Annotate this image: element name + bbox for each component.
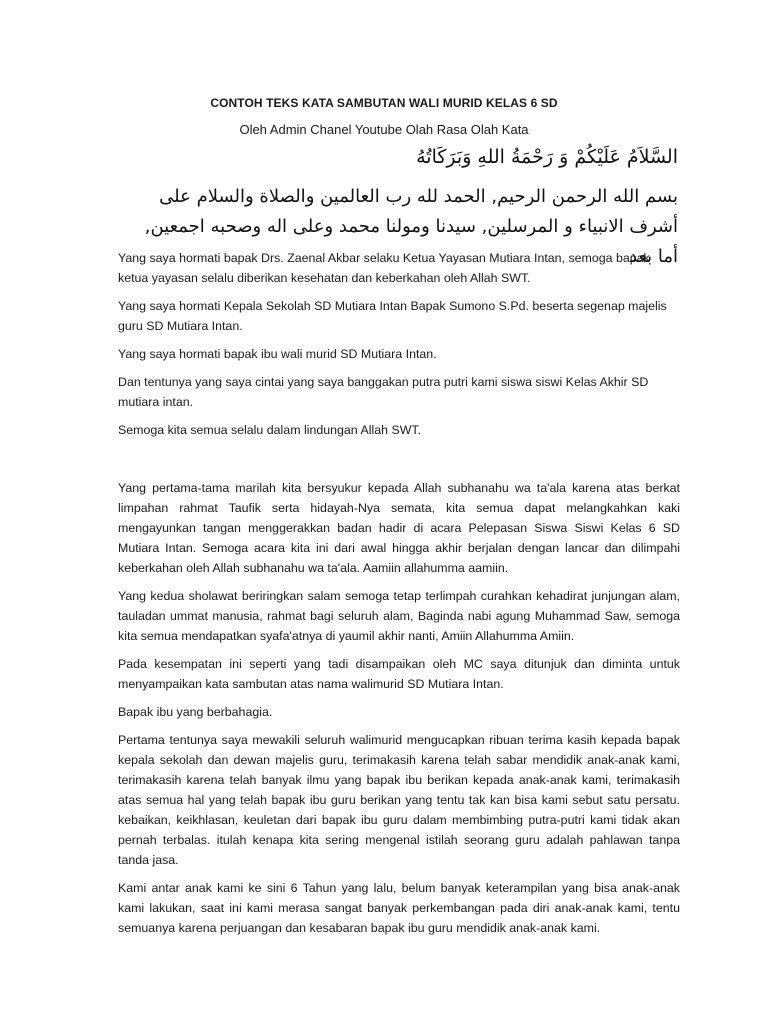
arabic-basmalah: بسم الله الرحمن الرحيم, الحمد لله رب العالمين والصلاة والسلام على أشرف الانبياء و المرسلين, سيدنا ومولنا محمد وعلى اله وصحبه اجمعين, أما بعد [144, 186, 678, 267]
body-paragraph: Yang pertama-tama marilah kita bersyukur kepada Allah subhanahu wa ta'ala karena atas berkat limpahan rahmat Taufik serta hidayah-Nya semata, kita semua dapat melangkahkan kaki mengayunkan tangan menggerakkan badan hadir di acara Pelepasan Siswa Siswi Kelas 6 SD Mutiara Intan. Semoga acara kita ini dari awal hingga akhir berjalan dengan lancar dan dilimpahi keberkahan oleh Allah subhanahu wa ta'ala. Aamiin allahumma aamiin. [118, 481, 680, 575]
body-paragraph: Pertama tentunya saya mewakili seluruh walimurid mengucapkan ribuan terima kasih kepada bapak kepala sekolah dan dewan majelis guru, terimakasih karena telah sabar mendidik anak-anak kami, terimakasih karena telah banyak ilmu yang bapak ibu berikan kepada anak-anak kami, terimakasih atas semua hal yang telah bapak ibu guru berikan yang tentu tak kan bisa kami sebut satu persatu. kebaikan, keikhlasan, keuletan dari bapak ibu guru dalam membimbing putra-putri kami tidak akan pernah terbalas. itulah kenapa kita sering mengenal istilah seorang guru adalah pahlawan tanpa tanda jasa. [118, 733, 680, 867]
speech-body-section [118, 478, 680, 946]
document-title: CONTOH TEKS KATA SAMBUTAN WALI MURID KELAS 6 SD [210, 96, 558, 110]
greeting-paragraph: Yang saya hormati Kepala Sekolah SD Mutiara Intan Bapak Sumono S.Pd. beserta segenap majelis guru SD Mutiara Intan. [118, 299, 667, 333]
body-paragraph: Pada kesempatan ini seperti yang tadi disampaikan oleh MC saya ditunjuk dan diminta untuk menyampaikan kata sambutan atas nama walimurid SD Mutiara Intan. [118, 657, 680, 691]
greeting-paragraph: Semoga kita semua selalu dalam lindungan Allah SWT. [118, 423, 422, 437]
body-paragraph: Yang kedua sholawat beriringkan salam semoga tetap terlimpah curahkan kehadirat junjungan alam, tauladan ummat manusia, rahmat bagi seluruh alam, Baginda nabi agung Muhammad Saw, semoga kita semua mendapatkan syafa'atnya di yaumil akhir nanti, Amiin Allahumma Amiin. [118, 589, 680, 643]
greeting-paragraph: Dan tentunya yang saya cintai yang saya banggakan putra putri kami siswa siswi Kelas Akhir SD mutiara intan. [118, 375, 649, 409]
greeting-paragraph: Yang saya hormati bapak ibu wali murid SD Mutiara Intan. [118, 347, 437, 361]
greetings-section [118, 248, 680, 448]
body-paragraph: Kami antar anak kami ke sini 6 Tahun yang lalu, belum banyak keterampilan yang bisa anak-anak kami lakukan, saat ini kami merasa sangat banyak perkembangan pada diri anak-anak kami, tentu semuanya karena perjuangan dan kesabaran bapak ibu guru mendidik anak-anak kami. [118, 881, 680, 935]
body-paragraph: Bapak ibu yang berbahagia. [118, 705, 273, 719]
arabic-salam: السَّلاَمُ عَلَيْكُمْ وَ رَحْمَةُ اللهِ وَبَرَكَاتُهُ [416, 146, 678, 168]
document-byline: Oleh Admin Chanel Youtube Olah Rasa Olah Kata [239, 122, 529, 137]
greeting-paragraph: Yang saya hormati bapak Drs. Zaenal Akbar selaku Ketua Yayasan Mutiara Intan, semoga bapak ketua yayasan selalu diberikan kesehatan dan keberkahan oleh Allah SWT. [118, 251, 650, 285]
